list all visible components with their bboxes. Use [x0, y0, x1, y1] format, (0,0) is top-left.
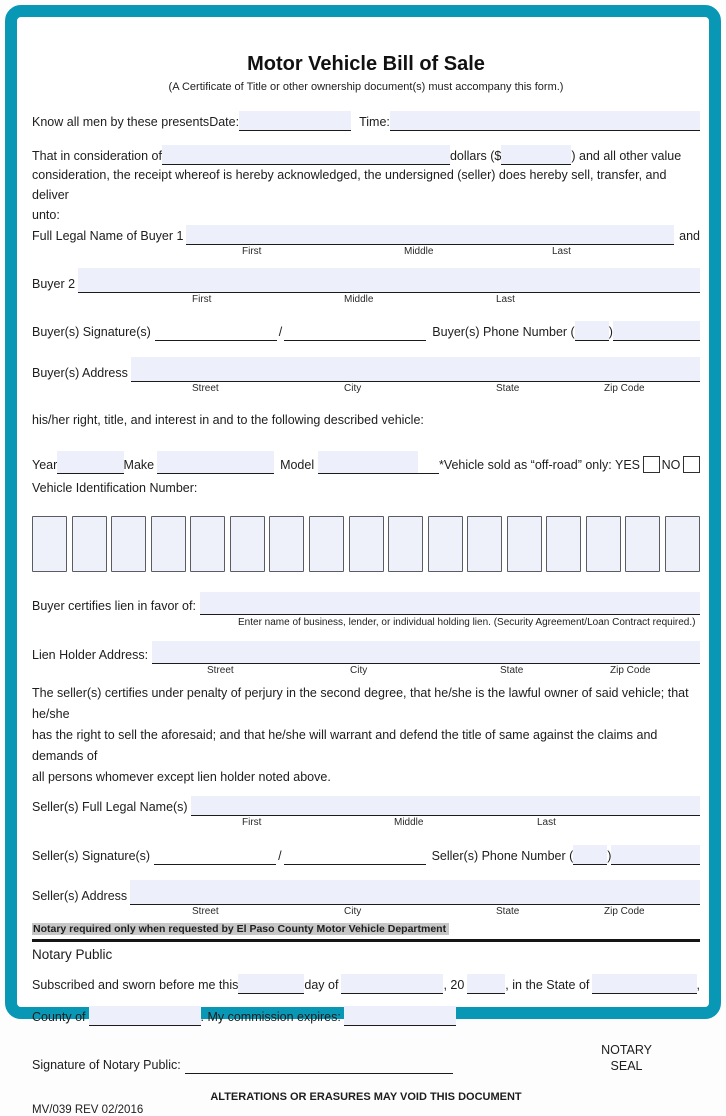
sworn-day-field[interactable]: [238, 974, 304, 994]
seller-address-row: [32, 880, 700, 905]
vin-boxes: [32, 516, 700, 572]
seller-certify-paragraph: [32, 683, 700, 788]
lien-address-sublabels: [32, 664, 700, 677]
consideration-prefix: That in consideration of: [32, 149, 162, 163]
time-label: Time:: [359, 115, 390, 129]
page-title: Motor Vehicle Bill of Sale: [247, 53, 485, 75]
lien-favor-row: [32, 592, 700, 615]
buyer2-name-field[interactable]: [78, 268, 700, 293]
year-field[interactable]: [57, 451, 123, 474]
notary-requirement-bar: [32, 919, 700, 942]
notary-signature-row: [32, 1042, 700, 1074]
vin-box[interactable]: [625, 516, 660, 572]
last-sublabel: Last: [552, 246, 571, 257]
vin-box[interactable]: [388, 516, 423, 572]
buyer-address-label: Buyer(s) Address: [32, 366, 128, 380]
seller-phone-paren: ): [607, 849, 612, 863]
city-sublabel: City: [344, 906, 362, 917]
vin-box[interactable]: [190, 516, 225, 572]
model-label: Model: [280, 458, 315, 472]
first-sublabel: First: [242, 246, 262, 257]
lien-favor-field[interactable]: [200, 592, 700, 615]
lien-address-field[interactable]: [152, 641, 700, 664]
vin-box[interactable]: [230, 516, 265, 572]
seller-signature-label: Seller(s) Signature(s): [32, 849, 151, 863]
notary-seal-line1: NOTARY: [601, 1043, 652, 1057]
model-field[interactable]: [318, 451, 417, 474]
seller-name-sublabels: [32, 816, 700, 829]
middle-sublabel: Middle: [404, 246, 434, 257]
seller-name-field[interactable]: [191, 796, 700, 816]
state-sublabel: State: [496, 906, 520, 917]
after-amount-text: ) and all other value: [571, 149, 682, 163]
seller-phone-area-field[interactable]: [573, 845, 607, 865]
notary-county-row: [32, 1006, 700, 1026]
vin-box[interactable]: [269, 516, 304, 572]
buyer2-label: Buyer 2: [32, 277, 76, 291]
vin-box[interactable]: [467, 516, 502, 572]
vin-box[interactable]: [72, 516, 107, 572]
sworn-prefix: Subscribed and sworn before me this: [32, 978, 239, 992]
sworn-state-field[interactable]: [592, 974, 696, 994]
buyer-phone-label: Buyer(s) Phone Number (: [432, 325, 575, 339]
last-sublabel: Last: [496, 294, 515, 305]
dollars-label: dollars ($: [449, 149, 502, 163]
notary-sworn-row: [32, 974, 700, 994]
notary-seal-text: [601, 1042, 652, 1074]
seller-name-label: Seller(s) Full Legal Name(s): [32, 800, 188, 814]
buyer-signature-field-1[interactable]: [155, 321, 277, 341]
date-label: Date:: [209, 115, 240, 129]
sworn-month-field[interactable]: [341, 974, 443, 994]
notary-signature-field[interactable]: [185, 1054, 453, 1074]
commission-label: . My commission expires:: [200, 1010, 341, 1024]
model-extra-blank[interactable]: [418, 454, 439, 474]
buyer2-name-sublabels: [32, 293, 700, 306]
make-label: Make: [123, 458, 155, 472]
first-sublabel: First: [192, 294, 212, 305]
street-sublabel: Street: [192, 383, 219, 394]
vin-box[interactable]: [349, 516, 384, 572]
form-number: MV/039 REV 02/2016: [32, 1104, 144, 1116]
year-label: Year: [32, 458, 58, 472]
date-time-row: [32, 111, 700, 131]
county-of-label: County of: [32, 1010, 86, 1024]
buyer-signature-label: Buyer(s) Signature(s): [32, 325, 151, 339]
buyer-signature-row: [32, 321, 700, 341]
lien-address-row: [32, 641, 700, 664]
amount-words-field[interactable]: [162, 145, 450, 165]
consideration-row: [32, 145, 700, 165]
certify-line-3: all persons whomever except lien holder noted above.: [32, 770, 331, 784]
state-sublabel: State: [496, 383, 520, 394]
lien-favor-caption: Enter name of business, lender, or individual holding lien. (Security Agreement/Loan Contract required.): [238, 617, 696, 628]
county-field[interactable]: [89, 1006, 201, 1026]
street-sublabel: Street: [192, 906, 219, 917]
notary-requirement-text: Notary required only when requested by El Paso County Motor Vehicle Department: [32, 923, 449, 935]
buyer2-row: [32, 268, 700, 293]
notary-section-title: Notary Public: [32, 947, 113, 962]
offroad-no-label: NO: [661, 458, 681, 472]
vin-label: Vehicle Identification Number:: [32, 481, 198, 495]
vin-box[interactable]: [546, 516, 581, 572]
notary-seal-line2: SEAL: [610, 1059, 643, 1073]
trailing-comma: ,: [696, 978, 700, 992]
lien-address-label: Lien Holder Address:: [32, 648, 149, 662]
time-field[interactable]: [390, 111, 700, 131]
form-content: [32, 17, 700, 1116]
page-border: [5, 5, 721, 1116]
buyer1-and-text: and: [679, 229, 700, 243]
lien-favor-label: Buyer certifies lien in favor of:: [32, 599, 196, 613]
buyer-phone-paren: ): [608, 325, 613, 339]
state-sublabel: State: [500, 665, 524, 676]
zip-sublabel: Zip Code: [604, 906, 645, 917]
buyer-signature-field-2[interactable]: [284, 321, 426, 341]
certify-line-1: The seller(s) certifies under penalty of perjury in the second degree, that he/she is the lawful owner of said vehicle; that he/she: [32, 686, 689, 721]
vin-box[interactable]: [111, 516, 146, 572]
make-field[interactable]: [157, 451, 274, 474]
consideration-line2: consideration, the receipt whereof is hereby acknowledged, the undersigned (seller) does hereby sell, transfer, and deliver: [32, 168, 667, 202]
city-sublabel: City: [344, 383, 362, 394]
buyer-address-field[interactable]: [131, 357, 700, 382]
seller-phone-field[interactable]: [611, 845, 700, 865]
vin-box[interactable]: [32, 516, 67, 572]
seller-address-field[interactable]: [130, 880, 700, 905]
vehicle-row: [32, 451, 700, 474]
first-sublabel: First: [242, 817, 262, 828]
seller-signature-field-1[interactable]: [154, 845, 276, 865]
day-of-label: day of: [304, 978, 339, 992]
alterations-warning: ALTERATIONS OR ERASURES MAY VOID THIS DOCUMENT: [210, 1091, 522, 1103]
buyer-address-sublabels: [32, 382, 700, 395]
seller-address-sublabels: [32, 905, 700, 918]
buyer1-name-sublabels: [32, 245, 700, 258]
seller-phone-label: Seller(s) Phone Number (: [431, 849, 574, 863]
buyer1-row: [32, 225, 700, 245]
buyer1-name-label: Full Legal Name of Buyer 1: [32, 229, 184, 243]
seller-signature-field-2[interactable]: [284, 845, 426, 865]
buyer-phone-area-field[interactable]: [575, 321, 609, 341]
date-field[interactable]: [239, 111, 351, 131]
vin-box[interactable]: [151, 516, 186, 572]
last-sublabel: Last: [537, 817, 556, 828]
buyer-phone-field[interactable]: [613, 321, 700, 341]
state-of-label: , in the State of: [505, 978, 590, 992]
zip-sublabel: Zip Code: [610, 665, 651, 676]
unto-text: unto:: [32, 208, 60, 222]
comma-20-label: , 20: [443, 978, 465, 992]
middle-sublabel: Middle: [344, 294, 374, 305]
signature-slash: /: [278, 325, 283, 339]
vin-box[interactable]: [586, 516, 621, 572]
notary-signature-label: Signature of Notary Public:: [32, 1058, 181, 1072]
sworn-year-field[interactable]: [467, 974, 505, 994]
know-all-text: Know all men by these presents: [32, 115, 210, 129]
seller-address-label: Seller(s) Address: [32, 889, 128, 903]
street-sublabel: Street: [207, 665, 234, 676]
city-sublabel: City: [350, 665, 368, 676]
certify-line-2: has the right to sell the aforesaid; and that he/she will warrant and defend the title of same against the claims and demands of: [32, 728, 658, 763]
commission-field[interactable]: [344, 1006, 456, 1026]
zip-sublabel: Zip Code: [604, 383, 645, 394]
vin-box[interactable]: [428, 516, 463, 572]
offroad-yes-checkbox[interactable]: [643, 456, 660, 473]
rights-text: his/her right, title, and interest in and to the following described vehicle:: [32, 413, 424, 427]
vin-box[interactable]: [309, 516, 344, 572]
amount-numeric-field[interactable]: [501, 145, 571, 165]
buyer-address-row: [32, 357, 700, 382]
offroad-no-checkbox[interactable]: [683, 456, 700, 473]
page-subtitle: (A Certificate of Title or other ownership document(s) must accompany this form.): [168, 81, 564, 93]
vin-box[interactable]: [665, 516, 700, 572]
signature-slash: /: [278, 849, 282, 863]
buyer1-name-field[interactable]: [186, 225, 674, 245]
middle-sublabel: Middle: [394, 817, 424, 828]
vin-box[interactable]: [507, 516, 542, 572]
seller-signature-row: [32, 845, 700, 865]
seller-name-row: [32, 796, 700, 816]
offroad-label: *Vehicle sold as “off-road” only: YES: [438, 458, 640, 472]
